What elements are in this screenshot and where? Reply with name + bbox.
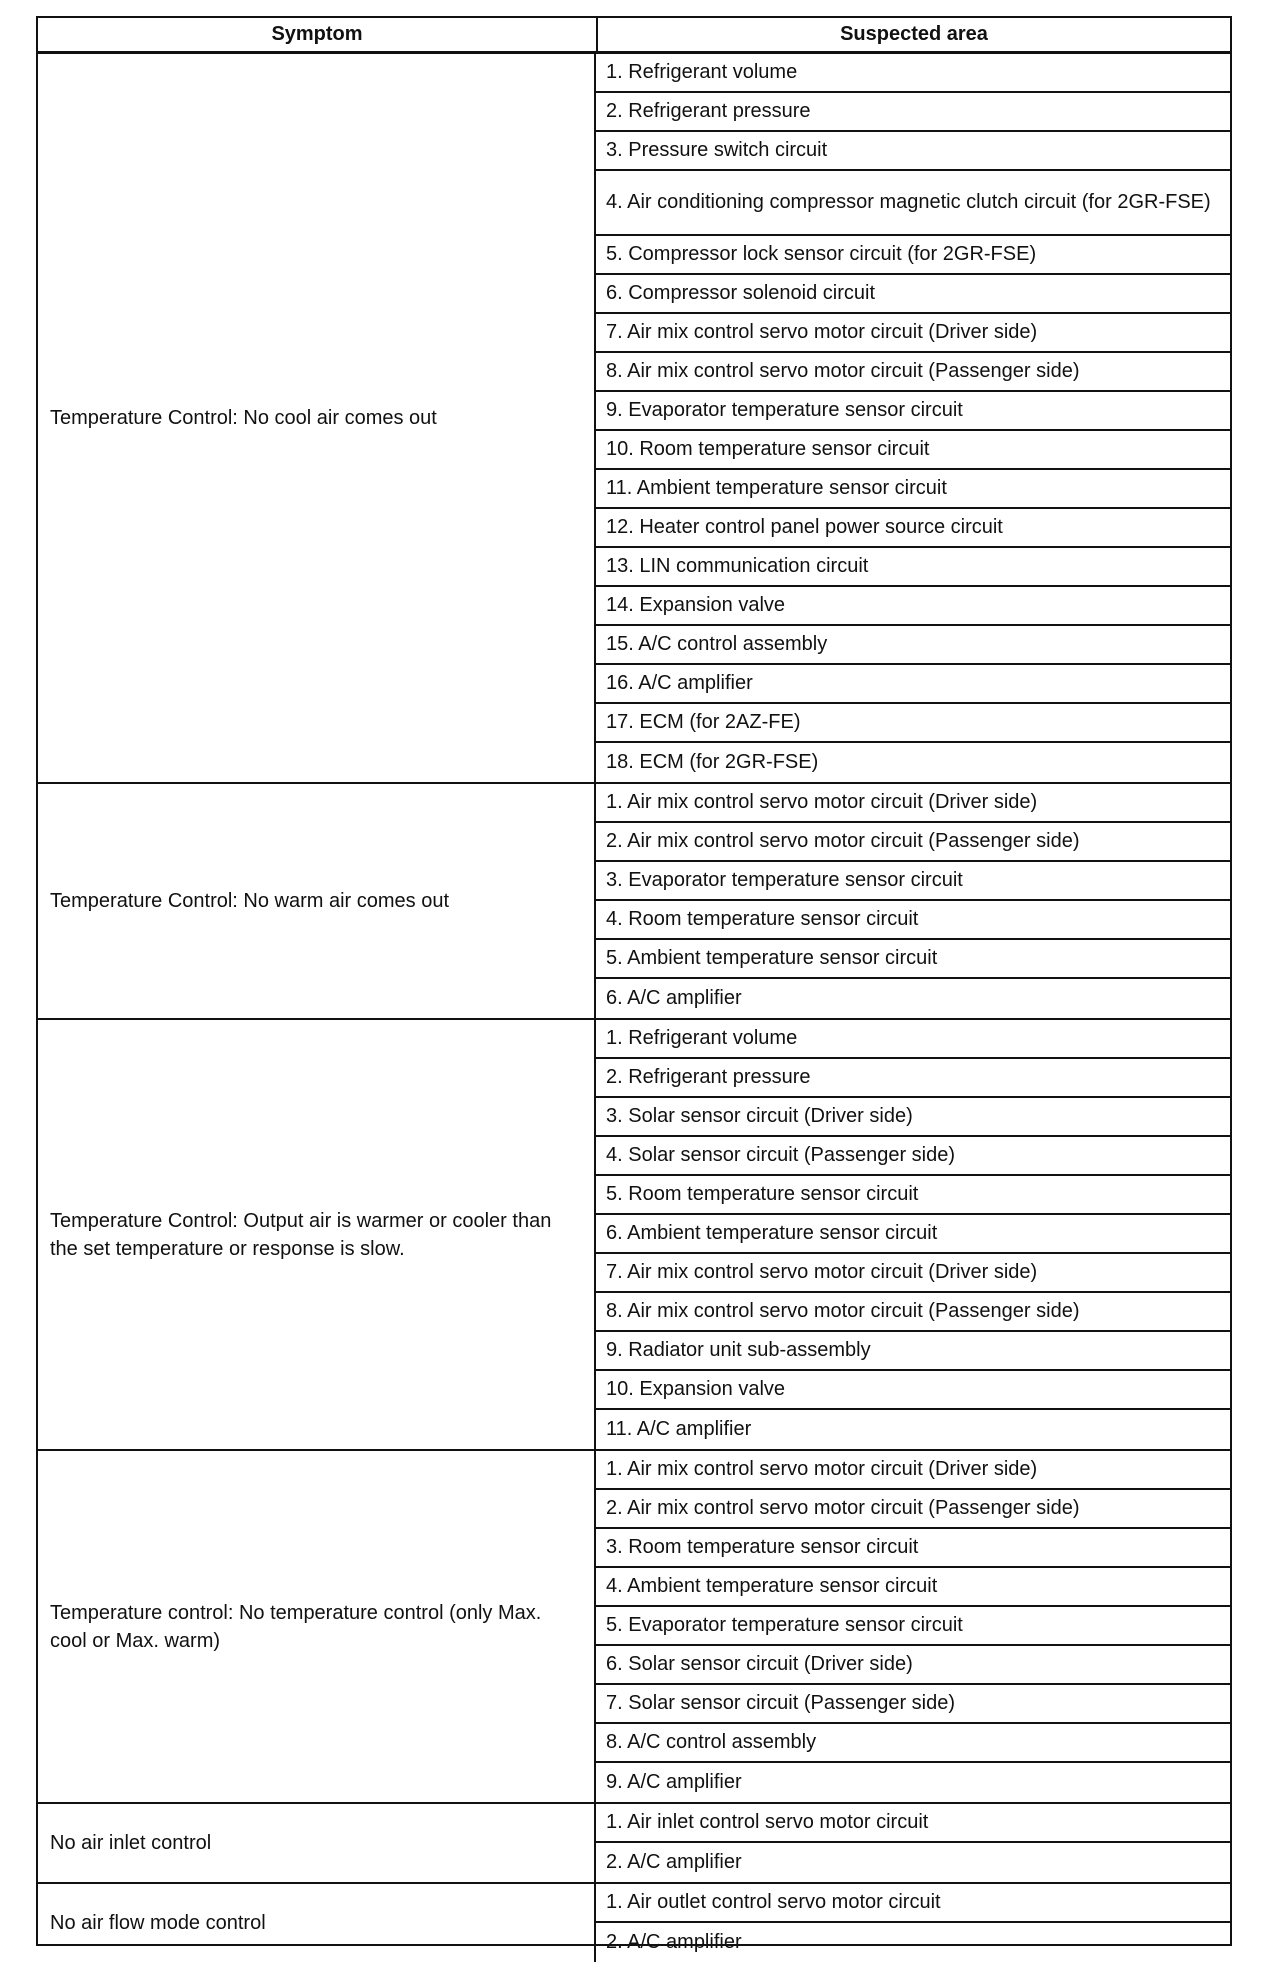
suspected-area-row: 5. Room temperature sensor circuit bbox=[596, 1176, 1230, 1215]
suspected-area-row: 4. Room temperature sensor circuit bbox=[596, 901, 1230, 940]
suspected-area-row: 4. Air conditioning compressor magnetic clutch circuit (for 2GR-FSE) bbox=[596, 171, 1230, 236]
suspected-area-row: 1. Air outlet control servo motor circuit bbox=[596, 1884, 1230, 1923]
suspected-area-row: 7. Solar sensor circuit (Passenger side) bbox=[596, 1685, 1230, 1724]
suspected-area-row: 8. Air mix control servo motor circuit (Passenger side) bbox=[596, 353, 1230, 392]
suspected-area-row: 13. LIN communication circuit bbox=[596, 548, 1230, 587]
symptom-table bbox=[36, 16, 1232, 1953]
symptom-cell: Temperature Control: No cool air comes out bbox=[38, 54, 596, 782]
suspected-area-row: 5. Ambient temperature sensor circuit bbox=[596, 940, 1230, 979]
suspected-area-row: 12. Heater control panel power source circuit bbox=[596, 509, 1230, 548]
table-body bbox=[38, 54, 1230, 1962]
suspected-area-row: 8. A/C control assembly bbox=[596, 1724, 1230, 1763]
suspected-area-row: 5. Compressor lock sensor circuit (for 2GR-FSE) bbox=[596, 236, 1230, 275]
symptom-cell: No air inlet control bbox=[38, 1804, 596, 1882]
suspected-area-list bbox=[596, 1884, 1230, 1962]
table-header-row bbox=[38, 18, 1230, 54]
suspected-area-row: 1. Refrigerant volume bbox=[596, 1020, 1230, 1059]
suspected-area-row: 2. Refrigerant pressure bbox=[596, 93, 1230, 132]
suspected-area-row: 3. Room temperature sensor circuit bbox=[596, 1529, 1230, 1568]
table-group bbox=[38, 1804, 1230, 1884]
suspected-area-row: 2. Refrigerant pressure bbox=[596, 1059, 1230, 1098]
suspected-area-row: 3. Solar sensor circuit (Driver side) bbox=[596, 1098, 1230, 1137]
symptom-cell: Temperature control: No temperature control (only Max. cool or Max. warm) bbox=[38, 1451, 596, 1802]
suspected-area-row: 6. Solar sensor circuit (Driver side) bbox=[596, 1646, 1230, 1685]
table-group bbox=[38, 1020, 1230, 1451]
suspected-area-row: 10. Expansion valve bbox=[596, 1371, 1230, 1410]
suspected-area-row: 4. Ambient temperature sensor circuit bbox=[596, 1568, 1230, 1607]
suspected-area-row: 16. A/C amplifier bbox=[596, 665, 1230, 704]
symptom-cell: Temperature Control: No warm air comes out bbox=[38, 784, 596, 1018]
suspected-area-row: 6. Ambient temperature sensor circuit bbox=[596, 1215, 1230, 1254]
suspected-area-row: 2. A/C amplifier bbox=[606, 1931, 742, 1953]
suspected-area-row: 7. Air mix control servo motor circuit (Driver side) bbox=[596, 1254, 1230, 1293]
suspected-area-row: 1. Refrigerant volume bbox=[596, 54, 1230, 93]
suspected-area-row: 3. Evaporator temperature sensor circuit bbox=[596, 862, 1230, 901]
suspected-area-row: 1. Air inlet control servo motor circuit bbox=[596, 1804, 1230, 1843]
suspected-area-row: 9. Radiator unit sub-assembly bbox=[596, 1332, 1230, 1371]
suspected-area-row: 2. Air mix control servo motor circuit (Passenger side) bbox=[596, 823, 1230, 862]
suspected-area-row: 2. A/C amplifier bbox=[606, 1851, 742, 1873]
suspected-area-row: 7. Air mix control servo motor circuit (Driver side) bbox=[596, 314, 1230, 353]
symptom-cell: No air flow mode control bbox=[38, 1884, 596, 1962]
suspected-area-row: 1. Air mix control servo motor circuit (Driver side) bbox=[596, 784, 1230, 823]
suspected-area-row: 6. A/C amplifier bbox=[606, 987, 742, 1009]
suspected-area-row: 3. Pressure switch circuit bbox=[596, 132, 1230, 171]
suspected-area-row: 4. Solar sensor circuit (Passenger side) bbox=[596, 1137, 1230, 1176]
table-group bbox=[38, 54, 1230, 784]
suspected-area-row: 17. ECM (for 2AZ-FE) bbox=[596, 704, 1230, 743]
suspected-area-row: 1. Air mix control servo motor circuit (Driver side) bbox=[596, 1451, 1230, 1490]
suspected-area-row: 18. ECM (for 2GR-FSE) bbox=[606, 751, 819, 773]
suspected-area-row: 8. Air mix control servo motor circuit (Passenger side) bbox=[596, 1293, 1230, 1332]
suspected-area-row: 2. Air mix control servo motor circuit (Passenger side) bbox=[596, 1490, 1230, 1529]
suspected-area-list bbox=[596, 1020, 1230, 1449]
suspected-area-row: 15. A/C control assembly bbox=[596, 626, 1230, 665]
suspected-area-list bbox=[596, 54, 1230, 782]
suspected-area-row: 9. Evaporator temperature sensor circuit bbox=[596, 392, 1230, 431]
suspected-area-row: 9. A/C amplifier bbox=[606, 1771, 742, 1793]
table-group bbox=[38, 784, 1230, 1020]
suspected-area-list bbox=[596, 1451, 1230, 1802]
table-group bbox=[38, 1451, 1230, 1804]
suspected-area-row: 11. Ambient temperature sensor circuit bbox=[596, 470, 1230, 509]
suspected-area-row: 10. Room temperature sensor circuit bbox=[596, 431, 1230, 470]
symptom-cell: Temperature Control: Output air is warmer or cooler than the set temperature or response is slow. bbox=[38, 1020, 596, 1449]
header-suspected-area: Suspected area bbox=[840, 23, 988, 45]
suspected-area-row: 5. Evaporator temperature sensor circuit bbox=[596, 1607, 1230, 1646]
suspected-area-list bbox=[596, 1804, 1230, 1882]
header-symptom: Symptom bbox=[38, 18, 598, 51]
suspected-area-row: 6. Compressor solenoid circuit bbox=[596, 275, 1230, 314]
suspected-area-row: 11. A/C amplifier bbox=[606, 1418, 752, 1440]
suspected-area-row: 14. Expansion valve bbox=[596, 587, 1230, 626]
table-group bbox=[38, 1884, 1230, 1962]
suspected-area-list bbox=[596, 784, 1230, 1018]
